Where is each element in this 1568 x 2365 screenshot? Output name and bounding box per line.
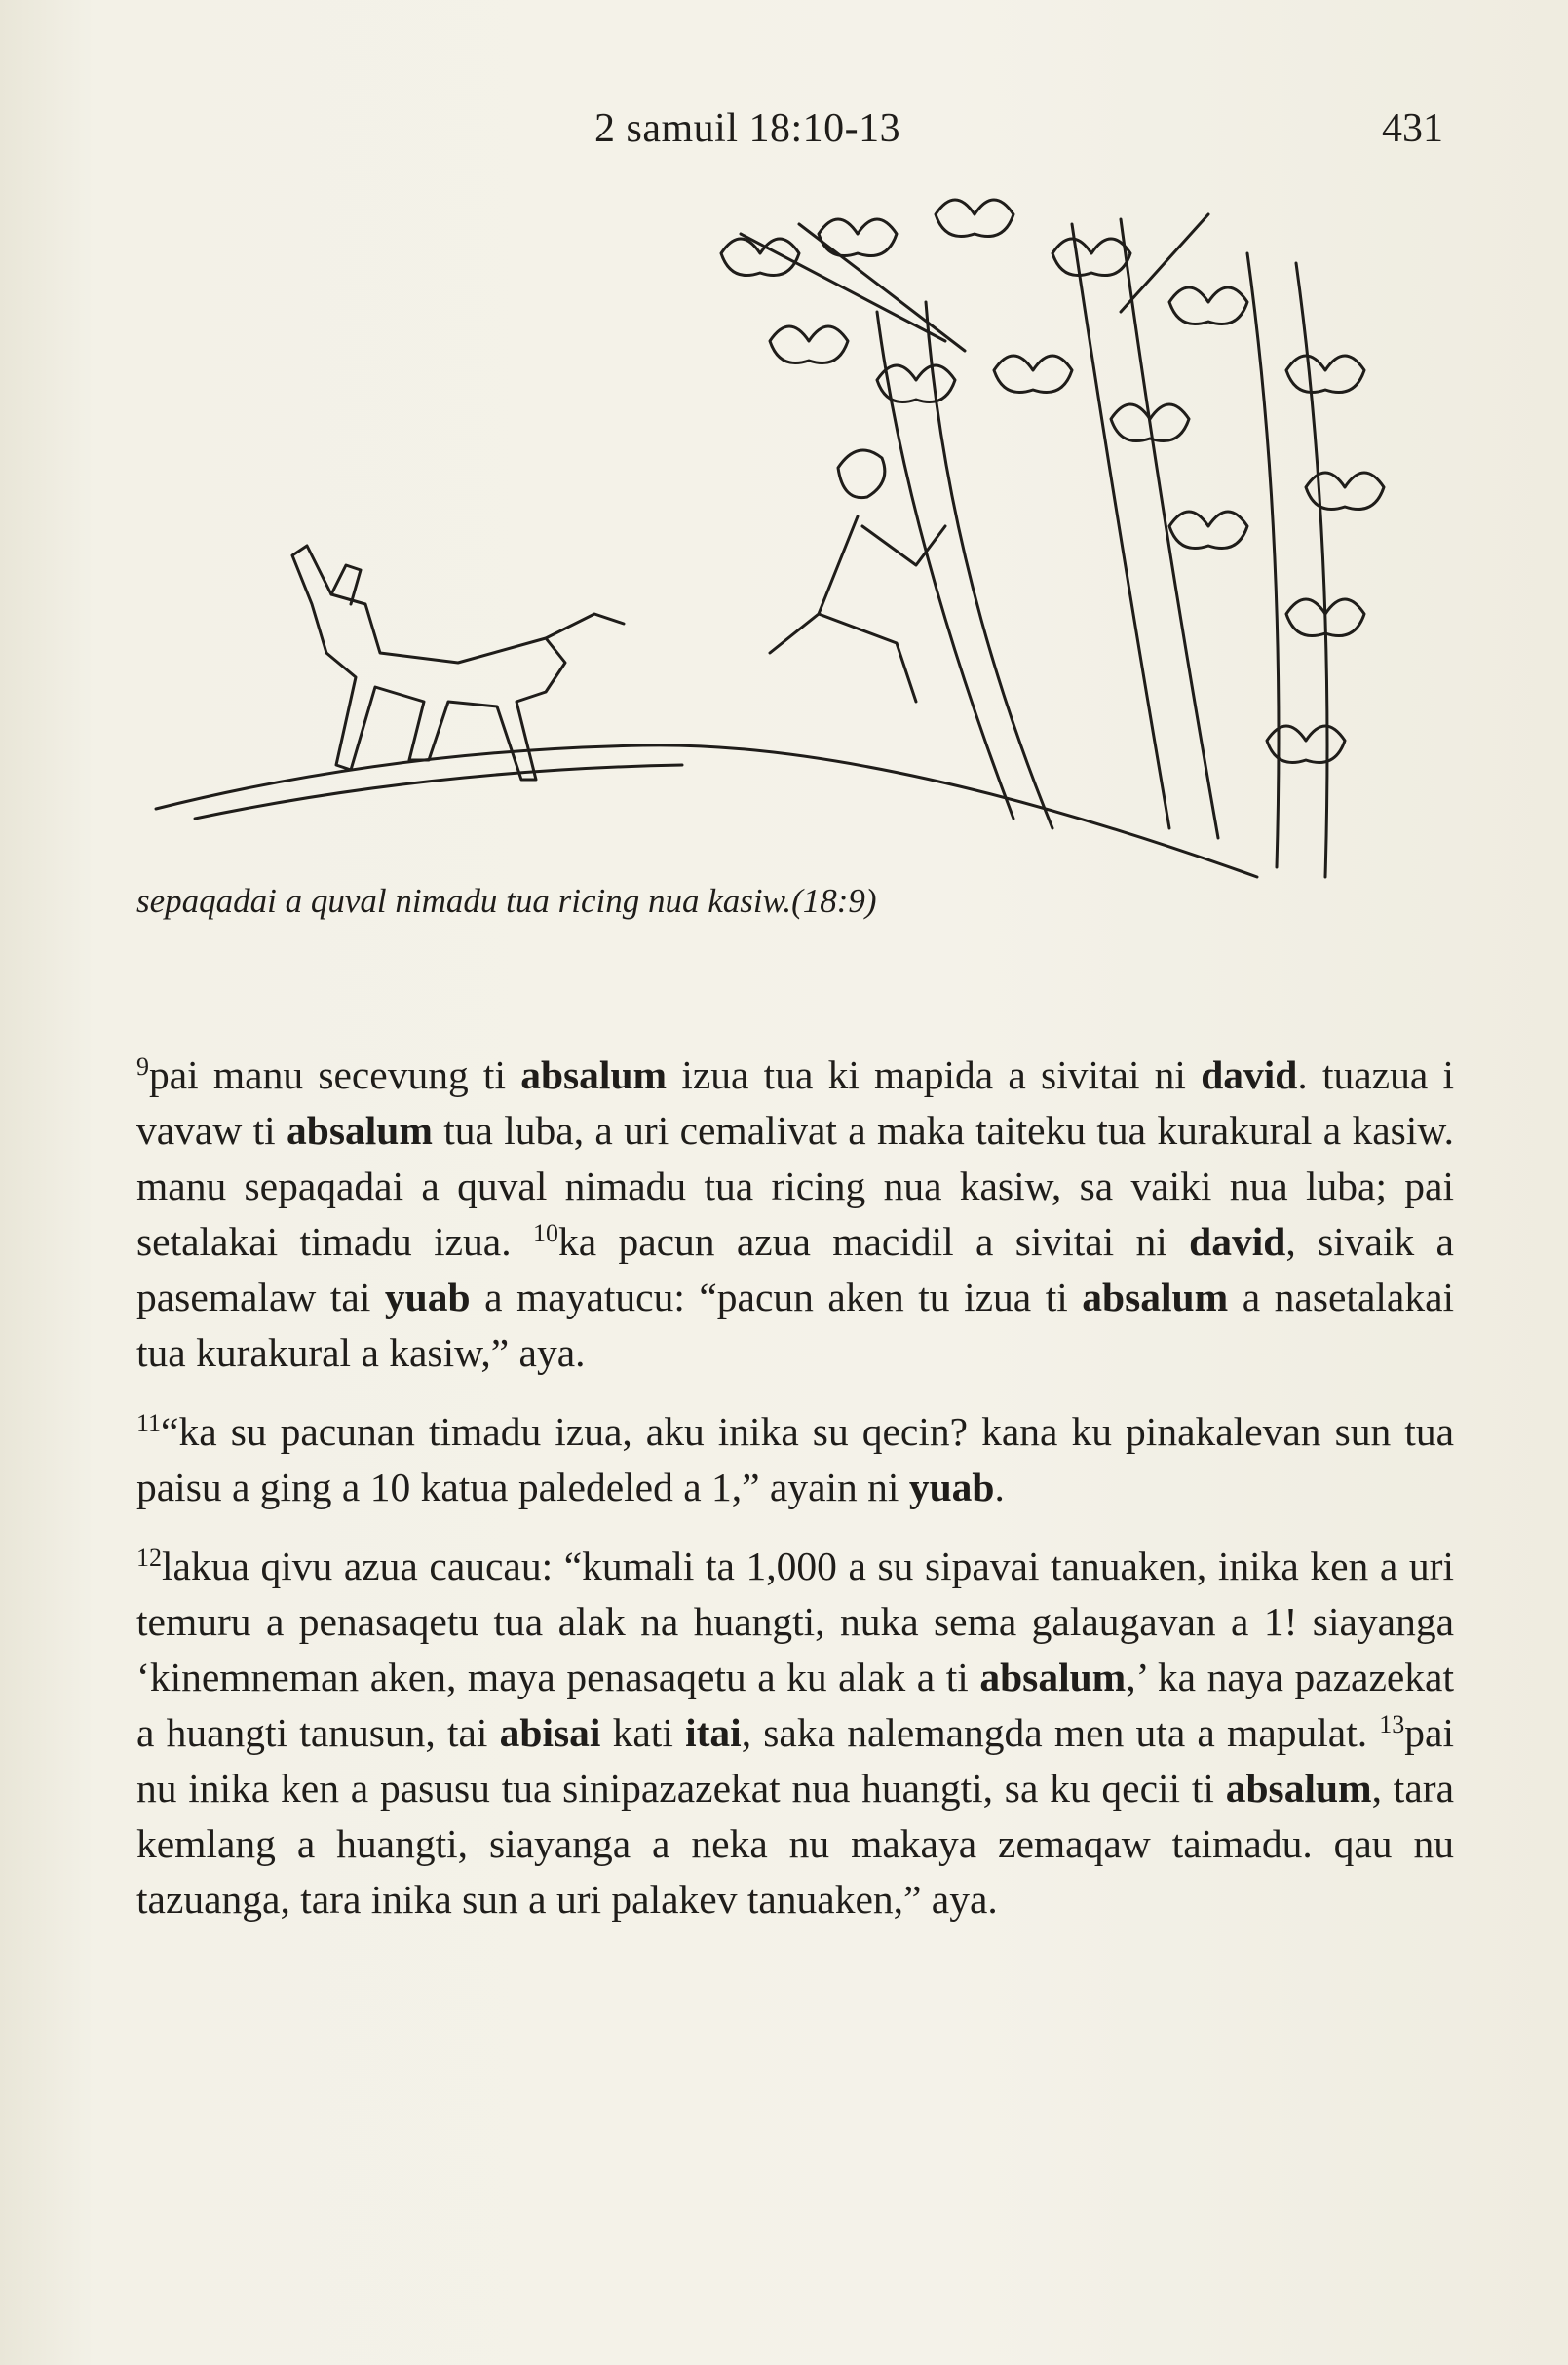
verse-number: 11 xyxy=(136,1409,162,1437)
verse-paragraph xyxy=(136,1048,1454,1381)
proper-name: absalum xyxy=(979,1655,1127,1699)
verse-text: pai nu inika ken a pasusu tua sinipazazekat nua huangti, sa ku qecii ti xyxy=(136,1710,1454,1811)
verse-text: lakua qivu azua caucau: “kumali ta 1,000 a su sipavai tanuaken, inika ken a uri temuru a penasaqetu tua alak na huangti, nuka sema galaugavan a 1! siayanga ‘kinemneman aken, maya penasaqetu a ku alak a ti xyxy=(136,1544,1454,1699)
chapter-reference: 2 samuil 18:10-13 xyxy=(594,106,901,151)
verse-text: , tara kemlang a huangti, siayanga a neka nu makaya zemaqaw taimadu. qau nu tazuanga, tara inika sun a uri palakev tanuaken,” aya. xyxy=(136,1766,1454,1922)
proper-name: absalum xyxy=(1225,1766,1372,1811)
verse-text: pai manu secevung ti xyxy=(149,1052,521,1097)
verse-text: ,’ ka naya pazazekat a huangti tanusun, tai xyxy=(136,1655,1455,1755)
verse-text: “ka su pacunan timadu izua, aku inika su qecin? kana ku pinakalevan sun tua paisu a ging a 10 katua paledeled a 1,” ayain ni xyxy=(136,1409,1454,1509)
tree-trunk xyxy=(877,302,1052,828)
verse-text: a mayatucu: “pacun aken tu izua ti xyxy=(470,1275,1083,1319)
verse-text: kati xyxy=(600,1710,686,1755)
proper-name: yuab xyxy=(384,1275,471,1319)
proper-name: absalum xyxy=(1082,1275,1229,1319)
page-header xyxy=(136,105,1443,164)
verse-number: 13 xyxy=(1379,1710,1405,1738)
verse-text: . tuazua i vavaw ti xyxy=(136,1052,1454,1153)
proper-name: absalum xyxy=(520,1052,668,1097)
verse-number: 9 xyxy=(136,1052,149,1081)
scripture-text xyxy=(136,1048,1454,1951)
absalom-figure xyxy=(770,450,945,702)
verse-text: . xyxy=(994,1465,1005,1509)
verse-paragraph xyxy=(136,1404,1454,1515)
proper-name: david xyxy=(1201,1052,1298,1097)
verse-text: , saka nalemangda men uta a mapulat. xyxy=(741,1710,1380,1755)
proper-name: yuab xyxy=(908,1465,995,1509)
verse-number: 10 xyxy=(532,1219,558,1247)
verse-text: , sivaik a pasemalaw tai xyxy=(136,1219,1454,1319)
proper-name: absalum xyxy=(287,1108,433,1153)
page-number: 431 xyxy=(1382,106,1443,151)
proper-name: david xyxy=(1189,1219,1286,1264)
ground-line xyxy=(156,745,1257,877)
verse-text: a nasetalakai tua kurakural a kasiw,” aya. xyxy=(136,1275,1455,1375)
verse-text: ka pacun azua macidil a sivitai ni xyxy=(557,1219,1190,1264)
verse-text: izua tua ki mapida a sivitai ni xyxy=(667,1052,1202,1097)
verse-text: tua luba, a uri cemalivat a maka taiteku tua kurakural a kasiw. manu sepaqadai a quval nimadu tua ricing nua kasiw, sa vaiki nua luba; pai setalakai timadu izua. xyxy=(136,1108,1454,1264)
verse-paragraph xyxy=(136,1539,1454,1927)
proper-name: abisai xyxy=(499,1710,601,1755)
mule-figure xyxy=(292,546,565,780)
verse-number: 12 xyxy=(136,1544,162,1572)
proper-name: itai xyxy=(685,1710,742,1755)
absalom-tree-illustration-icon xyxy=(136,195,1442,906)
illustration-caption: sepaqadai a quval nimadu tua ricing nua kasiw.(18:9) xyxy=(136,882,877,920)
tree-leaves xyxy=(721,200,1384,763)
